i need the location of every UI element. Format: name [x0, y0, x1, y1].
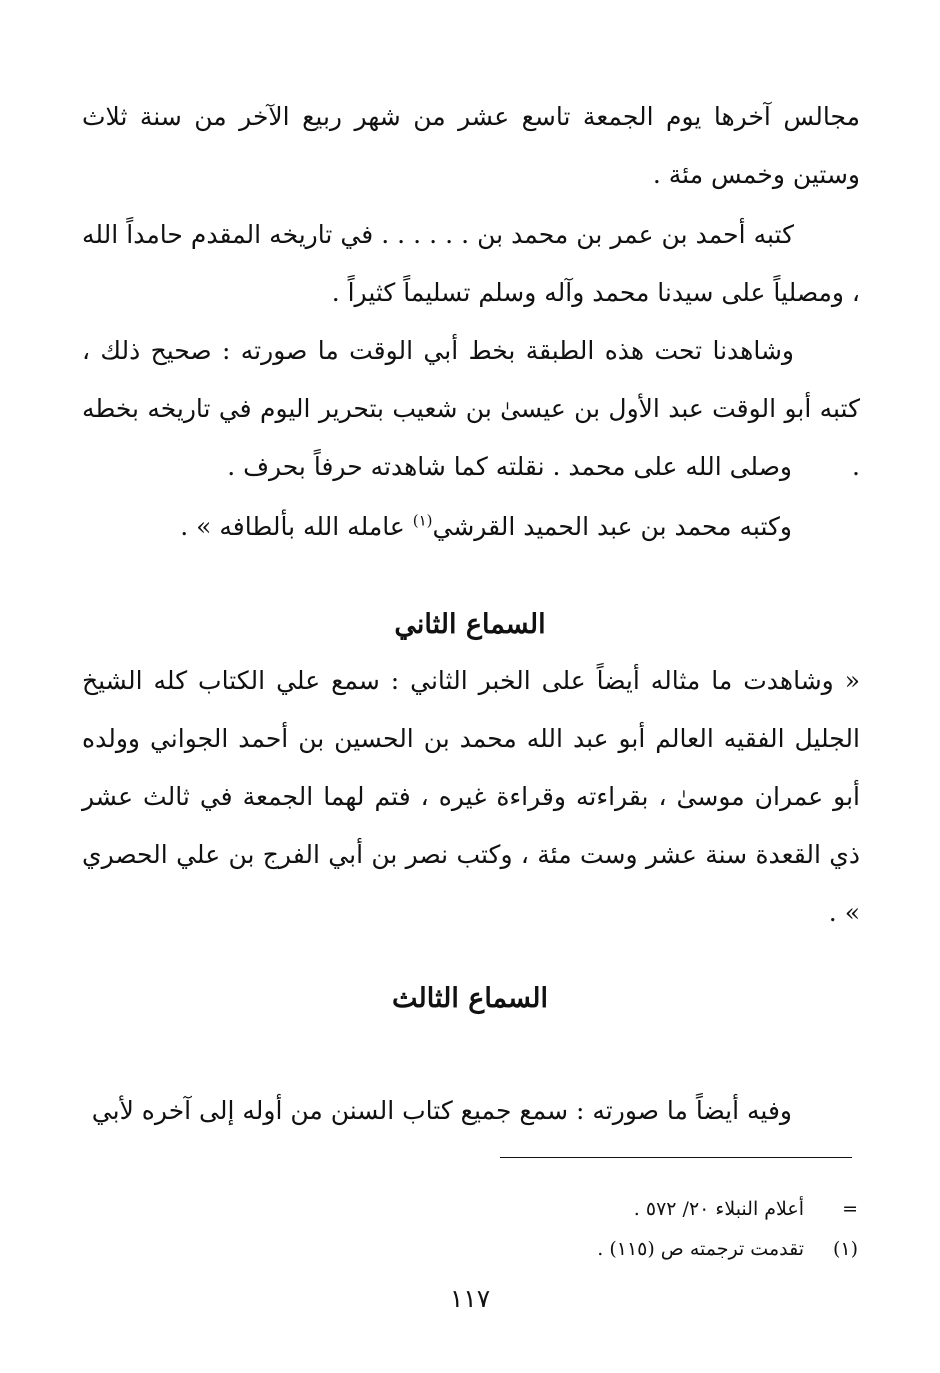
- footnote-1: [597, 1234, 858, 1264]
- page-number: ١١٧: [449, 1284, 491, 1313]
- footnote-continuation: [634, 1194, 858, 1224]
- paragraph-majalis: مجالس آخرها يوم الجمعة تاسع عشر من شهر ربيع الآخر من سنة ثلاث وستين وخمس مئة .: [82, 102, 860, 189]
- paragraph-salla-allah: وصلى الله على محمد . نقلته كما شاهدته حرفاً بحرف .: [227, 452, 792, 481]
- signature-text-end: عامله الله بألطافه » .: [180, 512, 413, 541]
- footnote-continuation-text: أعلام النبلاء ٢٠/ ٥٧٢ .: [633, 1198, 804, 1220]
- footnote-divider: [500, 1157, 852, 1158]
- footnote-continuation-mark: =: [842, 1198, 858, 1220]
- paragraph-second-audition: « وشاهدت ما مثاله أيضاً على الخبر الثاني : سمع علي الكتاب كله الشيخ الجليل الفقيه العالم أبو عبد الله محمد بن الحسين بن أحمد الجواني وولده أبو عمران موسىٰ ، بقراءته وقراءة غيره ، فتم لهما الجمعة في ثالث عشر ذي القعدة سنة عشر وست مئة ، وكتب نصر بن أبي الفرج بن علي الحصري » .: [82, 666, 860, 927]
- signature-text: وكتبه محمد بن عبد الحميد القرشي: [432, 512, 792, 541]
- paragraph-katabahu-ahmad: كتبه أحمد بن عمر بن محمد بن . . . . . . في تاريخه المقدم حامداً الله ، ومصلياً على سيدنا محمد وآله وسلم تسليماً كثيراً .: [82, 220, 860, 307]
- footnote-1-mark: (١): [832, 1238, 858, 1260]
- paragraph-katabahu-muhammad: [180, 498, 792, 556]
- heading-third-audition: السماع الثالث: [391, 983, 548, 1014]
- footnote-reference: (١): [412, 511, 433, 530]
- footnote-1-text: تقدمت ترجمته ص (١١٥) .: [597, 1238, 804, 1260]
- paragraph-abu-al-waqt: وشاهدنا تحت هذه الطبقة بخط أبي الوقت ما صورته : صحيح ذلك ، كتبه أبو الوقت عبد الأول بن عيسىٰ بن شعيب بتحرير اليوم في تاريخه بخطه .: [82, 336, 860, 481]
- paragraph-third-audition: وفيه أيضاً ما صورته : سمع جميع كتاب السنن من أوله إلى آخره لأبي: [91, 1096, 792, 1125]
- heading-second-audition: السماع الثاني: [394, 609, 546, 640]
